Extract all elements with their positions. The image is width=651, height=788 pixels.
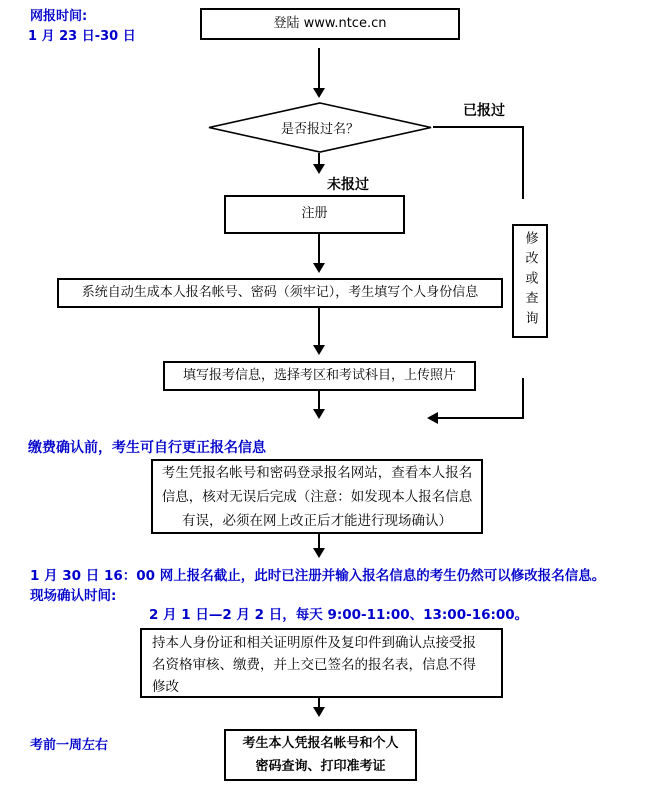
decision-question-text: 是否报过名？ [280, 122, 359, 137]
node-fill-exam-info: 填写报考信息，选择考区和考试科目，上传照片 [163, 361, 476, 391]
onsite-line-3: 修改 [152, 679, 179, 695]
branch-yes-vertical-line-lower [522, 378, 524, 419]
branch-yes-vertical-line-upper [522, 126, 524, 199]
node-login-website: 登陆 www.ntce.cn [200, 8, 460, 40]
annotation-onsite-confirm-detail: 2 月 1 日—2 月 2 日，每天 9:00-11:00、13:00-16:00。 [149, 607, 529, 623]
annotation-week-before-exam: 考前一周左右 [30, 738, 109, 753]
annotation-deadline-note: 1 月 30 日 16：00 网上报名截止，此时已注册并输入报名信息的考生仍然可以修改报名信息。 [30, 568, 606, 584]
annotation-online-reg-time-dates: 1 月 23 日-30 日 [28, 29, 136, 44]
node-decision-registered [207, 102, 433, 153]
node-register: 注册 [224, 195, 405, 234]
connector-login-decision-arrowhead-icon [313, 88, 325, 98]
onsite-line-2: 名资格审核、缴费，并上交已签名的报名表，信息不得 [152, 657, 476, 673]
branch-yes-return-horizontal-line [437, 417, 524, 419]
ticket-line-1: 考生本人凭报名帐号和个人 [242, 736, 399, 751]
connector-fillinfo-down-line [318, 391, 320, 410]
connector-register-account-line [318, 234, 320, 264]
branch-yes-return-arrowhead-icon [427, 412, 438, 424]
ticket-line-2: 密码查询、打印准考证 [255, 759, 386, 774]
node-onsite-confirmation [140, 628, 503, 698]
annotation-before-payment: 缴费确认前，考生可自行更正报名信息 [28, 440, 266, 456]
connector-verify-down-line [318, 534, 320, 549]
branch-yes-horizontal-line [433, 126, 524, 128]
connector-account-fillinfo-line [318, 308, 320, 345]
verify-line-2: 信息，核对无误后完成（注意：如发现本人报名信息 [161, 488, 473, 505]
node-verify-registration-info [151, 459, 483, 534]
connector-decision-register-arrowhead-icon [313, 164, 325, 174]
connector-verify-down-arrowhead-icon [313, 548, 325, 558]
verify-line-1: 考生凭报名帐号和密码登录报名网站，查看本人报名 [161, 464, 473, 481]
onsite-line-1: 持本人身份证和相关证明原件及复印件到确认点接受报 [152, 635, 476, 651]
connector-account-fillinfo-arrowhead-icon [313, 345, 325, 355]
connector-register-account-arrowhead-icon [313, 263, 325, 273]
connector-fillinfo-down-arrowhead-icon [313, 409, 325, 419]
verify-line-3: 有误，必须在网上改正后才能进行现场确认） [182, 512, 452, 529]
branch-label-already-registered: 已报过 [463, 103, 505, 119]
connector-login-decision-line [318, 48, 320, 88]
branch-label-not-registered: 未报过 [327, 177, 369, 193]
annotation-onsite-confirm-label: 现场确认时间: [30, 588, 117, 604]
node-print-admission-ticket [224, 729, 417, 781]
node-account-generated: 系统自动生成本人报名帐号、密码（须牢记），考生填写个人身份信息 [57, 278, 503, 308]
connector-onsite-ticket-arrowhead-icon [313, 707, 325, 717]
annotation-online-reg-time-title: 网报时间: [30, 9, 88, 24]
node-modify-or-query: 修改或查询 [512, 224, 548, 338]
